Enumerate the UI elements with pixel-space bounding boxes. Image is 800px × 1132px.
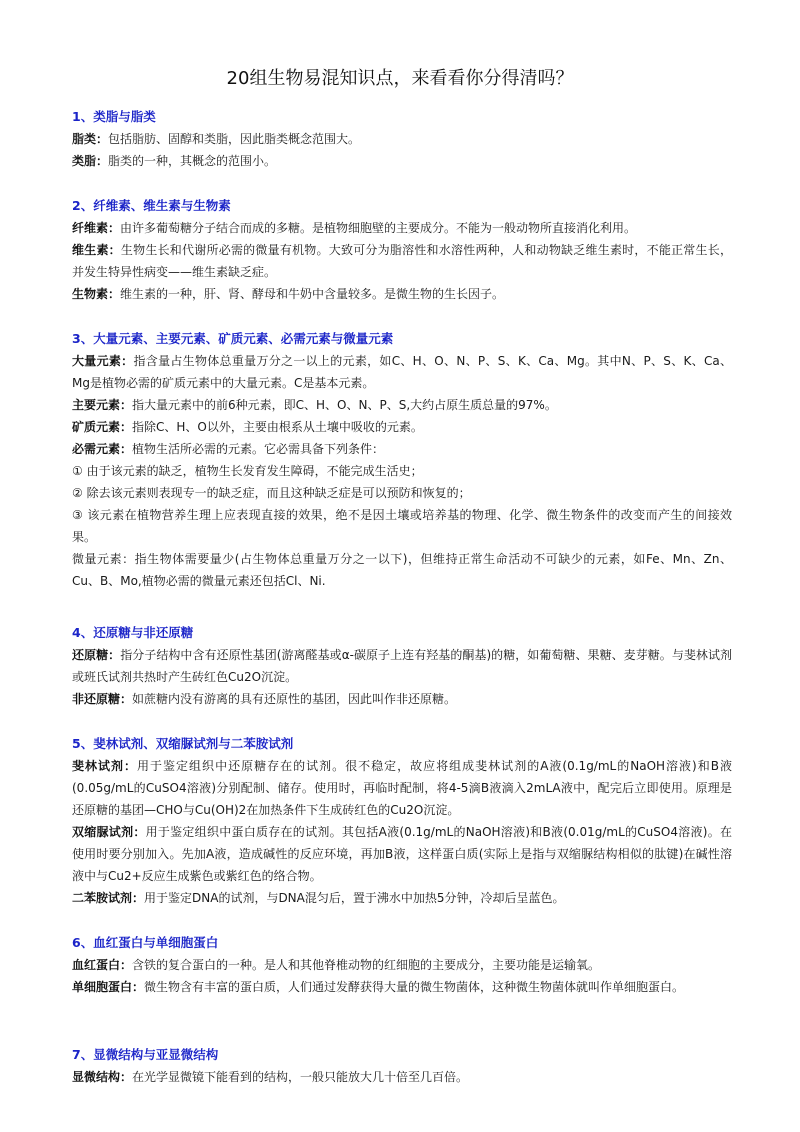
section-5 [72,733,732,909]
paragraph [72,239,732,283]
paragraph [72,688,732,710]
section-heading: 2、纤维素、维生素与生物素 [72,198,231,213]
paragraph-text: 含铁的复合蛋白的一种。是人和其他脊椎动物的红细胞的主要成分，主要功能是运输氧。 [132,958,601,972]
section-4 [72,622,732,710]
term-label: 矿质元素： [72,420,133,434]
paragraph-text: ① 由于该元素的缺乏，植物生长发育发生障碍，不能完成生活史； [72,464,423,478]
term-label: 维生素： [72,243,121,257]
paragraph-text: 用于鉴定组织中还原糖存在的试剂。很不稳定，故应将组成斐林试剂的A液(0.1g/mL的NaOH溶液)和B液(0.05g/mL的CuSO4溶液)分别配制、储存。使用时，再临时配制，将4-5滴B液滴入2mLA液中，配完后立即使用。原理是还原糖的基团—CHO与Cu(OH)2在加热条件下生成砖红色的Cu2O沉淀。 [72,759,732,817]
section-heading: 6、血红蛋白与单细胞蛋白 [72,935,219,950]
paragraph-text: 用于鉴定组织中蛋白质存在的试剂。其包括A液(0.1g/mL的NaOH溶液)和B液(0.01g/mL的CuSO4溶液)。在使用时要分别加入。先加A液，造成碱性的反应环境，再加B液，这样蛋白质(实际上是指与双缩脲结构相似的肽键)在碱性溶液中与Cu2+反应生成紫色或紫红色的络合物。 [72,825,732,883]
section-heading: 3、大量元素、主要元素、矿质元素、必需元素与微量元素 [72,331,394,346]
term-label: 还原糖： [72,648,121,662]
term-label: 必需元素： [72,442,133,456]
section-heading: 7、显微结构与亚显微结构 [72,1047,219,1062]
term-label: 生物素： [72,287,121,301]
paragraph-text: 用于鉴定DNA的试剂，与DNA混匀后，置于沸水中加热5分钟，冷却后呈蓝色。 [144,891,565,905]
paragraph-text: 生物生长和代谢所必需的微量有机物。大致可分为脂溶性和水溶性两种，人和动物缺乏维生素时，不能正常生长，并发生特异性病变——维生素缺乏症。 [72,243,732,279]
list-item [72,460,732,482]
term-label: 大量元素： [72,354,134,368]
section-2 [72,195,732,305]
paragraph [72,217,732,239]
section-6 [72,932,732,998]
list-item [72,504,732,548]
term-label: 双缩脲试剂： [72,825,146,839]
paragraph [72,350,732,394]
term-label: 纤维素： [72,221,121,235]
paragraph-text: 包括脂肪、固醇和类脂，因此脂类概念范围大。 [108,132,361,146]
term-label: 类脂： [72,154,109,168]
paragraph [72,416,732,438]
paragraph-text: 微量元素：指生物体需要量少(占生物体总重量万分之一以下)，但维持正常生命活动不可缺少的元素，如Fe、Mn、Zn、Cu、B、Mo,植物必需的微量元素还包括Cl、Ni. [72,552,732,588]
paragraph [72,644,732,688]
section-3 [72,328,732,592]
list-item [72,482,732,504]
term-label: 显微结构： [72,1070,133,1084]
paragraph-text: ③ 该元素在植物营养生理上应表现直接的效果，绝不是因土壤或培养基的物理、化学、微生物条件的改变而产生的间接效果。 [72,508,732,544]
term-label: 非还原糖： [72,692,133,706]
term-label: 斐林试剂： [72,759,138,773]
paragraph-text: 脂类的一种，其概念的范围小。 [108,154,277,168]
term-label: 血红蛋白： [72,958,133,972]
page-title: 20组生物易混知识点，来看看你分得清吗？ [226,68,574,89]
paragraph [72,394,732,416]
paragraph-text: 指除C、H、O以外，主要由根系从土壤中吸收的元素。 [132,420,423,434]
section-heading: 1、类脂与脂类 [72,109,156,124]
paragraph-text: ② 除去该元素则表现专一的缺乏症，而且这种缺乏症是可以预防和恢复的； [72,486,471,500]
term-label: 主要元素： [72,398,133,412]
paragraph [72,150,732,172]
paragraph [72,1066,732,1088]
paragraph-text: 指分子结构中含有还原性基团(游离醛基或α-碳原子上连有羟基的酮基)的糖，如葡萄糖、果糖、麦芽糖。与斐林试剂或班氏试剂共热时产生砖红色Cu2O沉淀。 [72,648,732,684]
paragraph-text: 指含量占生物体总重量万分之一以上的元素，如C、H、O、N、P、S、K、Ca、Mg。其中N、P、S、K、Ca、Mg是植物必需的矿质元素中的大量元素。C是基本元素。 [72,354,732,390]
paragraph [72,954,732,976]
paragraph-text: 微生物含有丰富的蛋白质，人们通过发酵获得大量的微生物菌体，这种微生物菌体就叫作单细胞蛋白。 [144,980,685,994]
paragraph-text: 植物生活所必需的元素。它必需具备下列条件： [132,442,385,456]
term-label: 单细胞蛋白： [72,980,145,994]
section-1 [72,106,732,172]
paragraph-text: 在光学显微镜下能看到的结构，一般只能放大几十倍至几百倍。 [132,1070,469,1084]
paragraph-text: 由许多葡萄糖分子结合而成的多糖。是植物细胞壁的主要成分。不能为一般动物所直接消化利用。 [120,221,637,235]
term-label: 脂类： [72,132,109,146]
paragraph [72,821,732,887]
paragraph [72,128,732,150]
section-heading: 5、斐林试剂、双缩脲试剂与二苯胺试剂 [72,736,294,751]
paragraph-text: 维生素的一种，肝、肾、酵母和牛奶中含量较多。是微生物的生长因子。 [120,287,505,301]
paragraph-text: 如蔗糖内没有游离的具有还原性的基团，因此叫作非还原糖。 [132,692,457,706]
term-label: 二苯胺试剂： [72,891,145,905]
section-7 [72,1044,732,1088]
paragraph [72,438,732,460]
paragraph-text: 指大量元素中的前6种元素，即C、H、O、N、P、S,大约占原生质总量的97%。 [132,398,557,412]
paragraph [72,283,732,305]
paragraph [72,976,732,998]
paragraph [72,548,732,592]
section-heading: 4、还原糖与非还原糖 [72,625,194,640]
paragraph [72,755,732,821]
paragraph [72,887,732,909]
